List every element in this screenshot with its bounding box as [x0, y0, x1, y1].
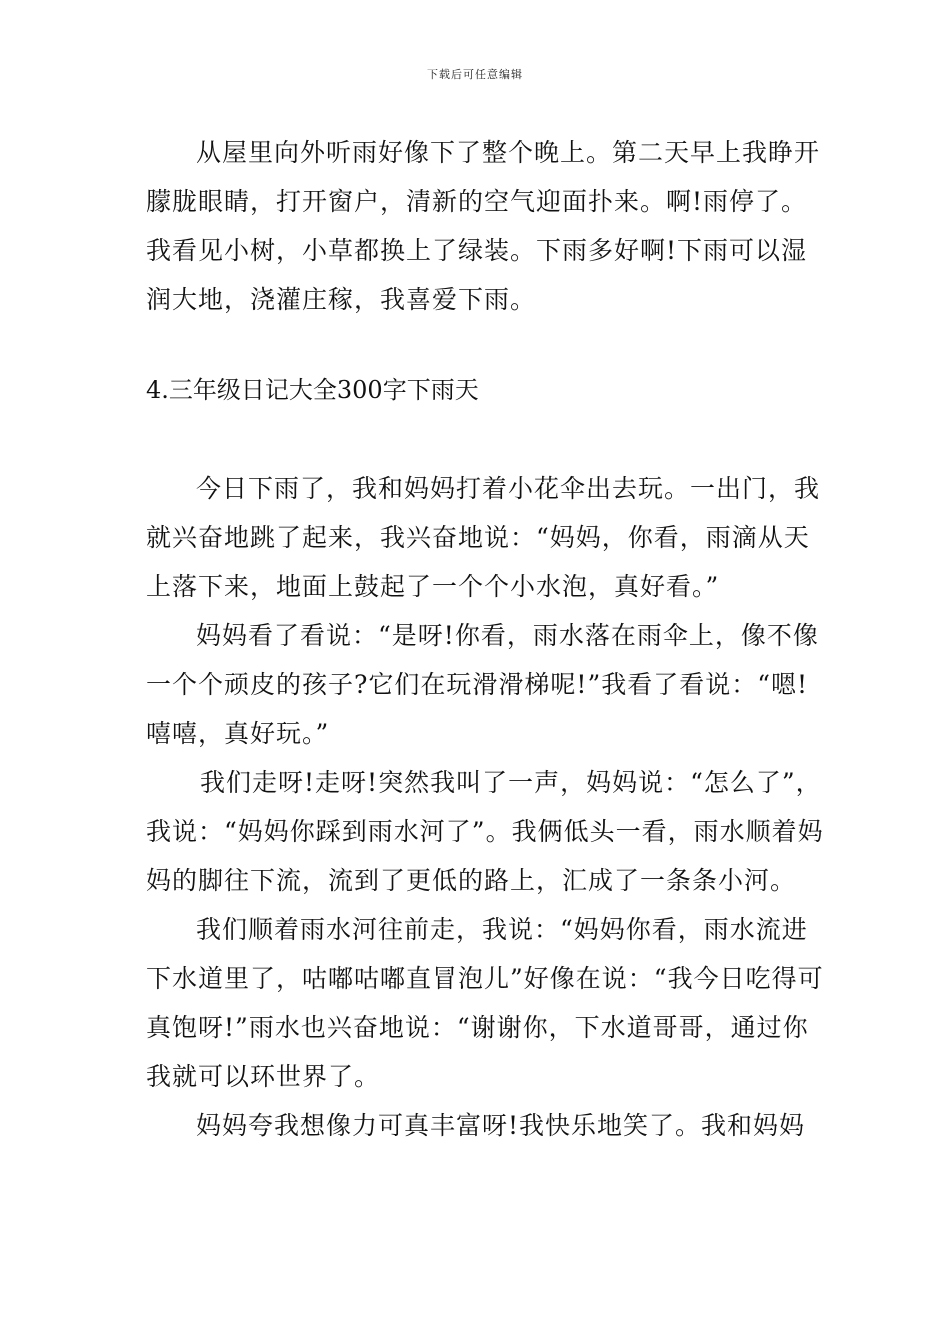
spacer — [146, 324, 826, 366]
paragraph-drain: 我们顺着雨水河往前走，我说：“妈妈你看，雨水流进下水道里了，咕嘟咕嘟直冒泡儿”好像在说：“我今日吃得可真饱呀!”雨水也兴奋地说：“谢谢你，下水道哥哥，通过你我就可以环世界了。 — [146, 915, 824, 1091]
paragraph-rain-river: 我们走呀!走呀!突然我叫了一声，妈妈说：“怎么了”，我说：“妈妈你踩到雨水河了”。我俩低头一看，雨水顺着妈妈的脚往下流，流到了更低的路上，汇成了一条条小河。 — [146, 768, 824, 895]
paragraph-going-out: 今日下雨了，我和妈妈打着小花伞出去玩。一出门，我就兴奋地跳了起来，我兴奋地说：“妈妈，你看，雨滴从天上落下来，地面上鼓起了一个个小水泡，真好看。” — [146, 474, 821, 601]
page-header: 下载后可任意编辑 — [427, 68, 523, 81]
paragraph-imagination: 妈妈夸我想像力可真丰富呀!我快乐地笑了。我和妈妈 — [196, 1111, 806, 1140]
spacer — [146, 415, 826, 464]
section-heading: 4.三年级日记大全300字下雨天 — [146, 376, 479, 404]
document-body — [146, 128, 826, 1150]
paragraph-mom-says: 妈妈看了看说：“是呀!你看，雨水落在雨伞上，像不像一个个顽皮的孩子?它们在玩滑滑梯呢!”我看了看说：“嗯!嘻嘻，真好玩。” — [146, 621, 819, 748]
paragraph-rain-night: 从屋里向外听雨好像下了整个晚上。第二天早上我睁开朦胧眼睛，打开窗户，清新的空气迎面扑来。啊!雨停了。我看见小树，小草都换上了绿装。下雨多好啊!下雨可以湿润大地，浇灌庄稼，我喜爱下雨。 — [146, 138, 821, 314]
